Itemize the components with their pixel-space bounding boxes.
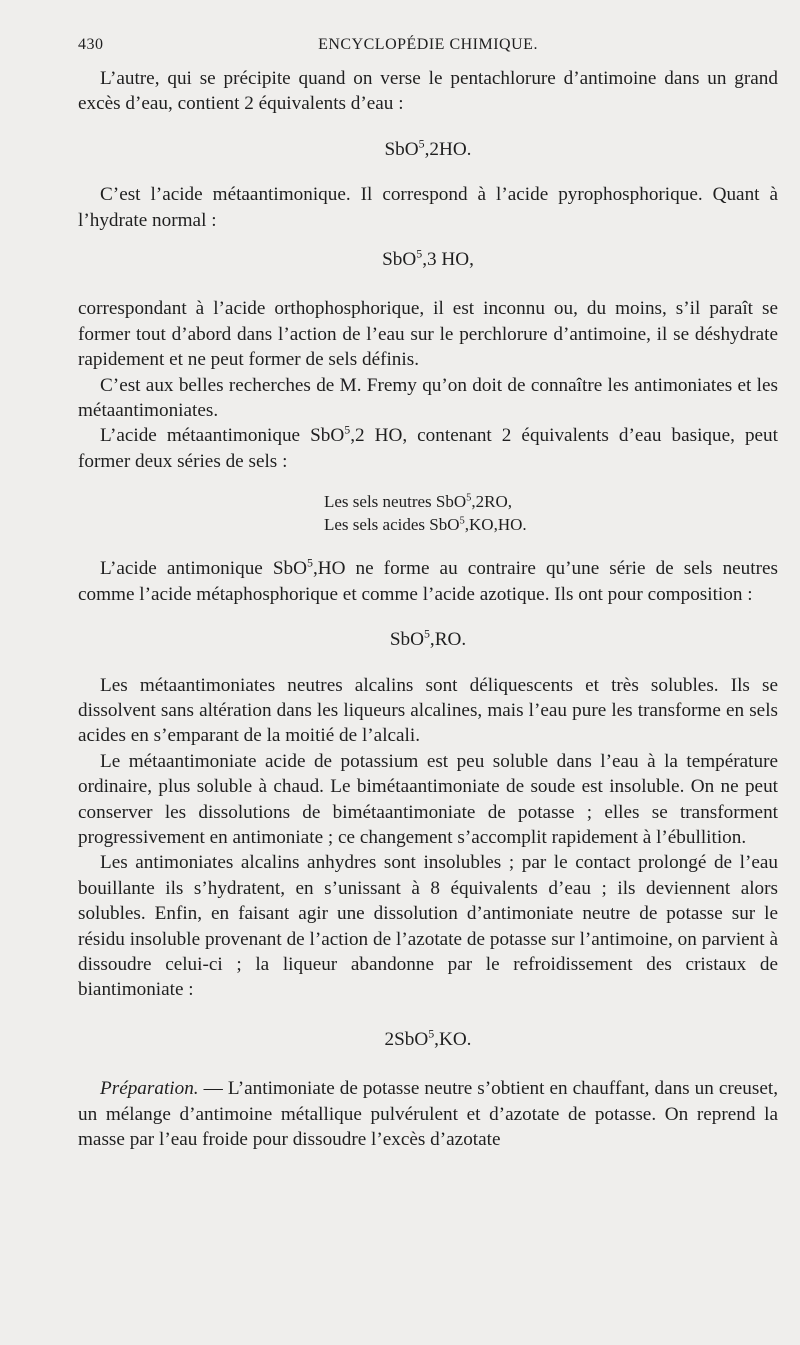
paragraph: L’acide antimonique SbO$^5$,HO ne forme au contraire qu’une série de sels neutres comme l’acide métaphosphorique et comme l’acide azotique. Ils ont pour composition :	[78, 555, 778, 605]
paragraph: Les métaantimoniates neutres alcalins sont déliquescents et très solubles. Ils se dissolvent sans altération dans les liqueurs alcalines, mais l’eau pure les transforme en sels acides en s’emparant de la moitié de l’alcali.	[78, 674, 778, 747]
running-title: ENCYCLOPÉDIE CHIMIQUE.	[318, 36, 538, 53]
formula: Les sels acides SbO$^5$,KO,HO.	[324, 515, 527, 535]
formula: SbO$^5$,3 HO,	[382, 246, 474, 271]
paragraph: C’est l’acide métaantimonique. Il correspond à l’acide pyrophosphorique. Quant à l’hydrate normal :	[78, 184, 778, 231]
body-text	[78, 66, 778, 1152]
formula: 2SbO$^5$,KO.	[384, 1026, 472, 1050]
paragraph: L’acide métaantimonique SbO$^5$,2 HO, contenant 2 équivalents d’eau basique, peut former deux séries de sels :	[78, 423, 778, 472]
formula: SbO$^5$,RO.	[389, 626, 467, 651]
paragraph: C’est aux belles recherches de M. Fremy qu’on doit de connaître les antimoniates et les métaantimoniates.	[78, 374, 778, 422]
paragraph: Les antimoniates alcalins anhydres sont insolubles ; par le contact prolongé de l’eau bouillante ils s’hydratent, en s’unissant à 8 équivalents d’eau ; ils deviennent alors solubles. Enfin, en faisant agir une dissolution d’antimoniate neutre de potasse sur le résidu insoluble provenant de l’action de l’azotate de potasse sur l’antimoine, on parvient à dissoudre celui-ci ; la liqueur abandonne par le refroidissement des cristaux de biantimoniate :	[78, 852, 778, 1001]
paragraph: correspondant à l’acide orthophosphorique, il est inconnu ou, du moins, s’il paraît se former tout d’abord dans l’action de l’eau sur le perchlorure d’antimoine, il se déshydrate rapidement et ne peut former de sels définis.	[78, 298, 778, 371]
page-number: 430	[78, 36, 104, 53]
section-label: Préparation.	[100, 1078, 199, 1100]
formula: SbO$^5$,2HO.	[384, 136, 472, 160]
page-header	[78, 36, 778, 60]
paragraph: Le métaantimoniate acide de potassium est peu soluble dans l’eau à la température ordinaire, plus soluble à chaud. Le bimétaantimoniate de soude est insoluble. On ne peut conserver les dissolutions de bimétaantimoniate de potasse ; elles se transforment progressivement en antimoniate ; ce changement s’accomplit rapidement à l’ébullition.	[78, 750, 778, 848]
paragraph: Préparation. — L’antimoniate de potasse neutre s’obtient en chauffant, dans un creuset, un mélange d’antimoine métallique pulvérulent et d’azotate de potasse. On reprend la masse par l’eau froide pour dissoudre l’excès d’azotate	[78, 1078, 778, 1150]
paragraph: L’autre, qui se précipite quand on verse le pentachlorure d’antimoine dans un grand excès d’eau, contient 2 équivalents d’eau :	[78, 68, 778, 115]
formula: Les sels neutres SbO$^5$,2RO,	[324, 492, 513, 512]
